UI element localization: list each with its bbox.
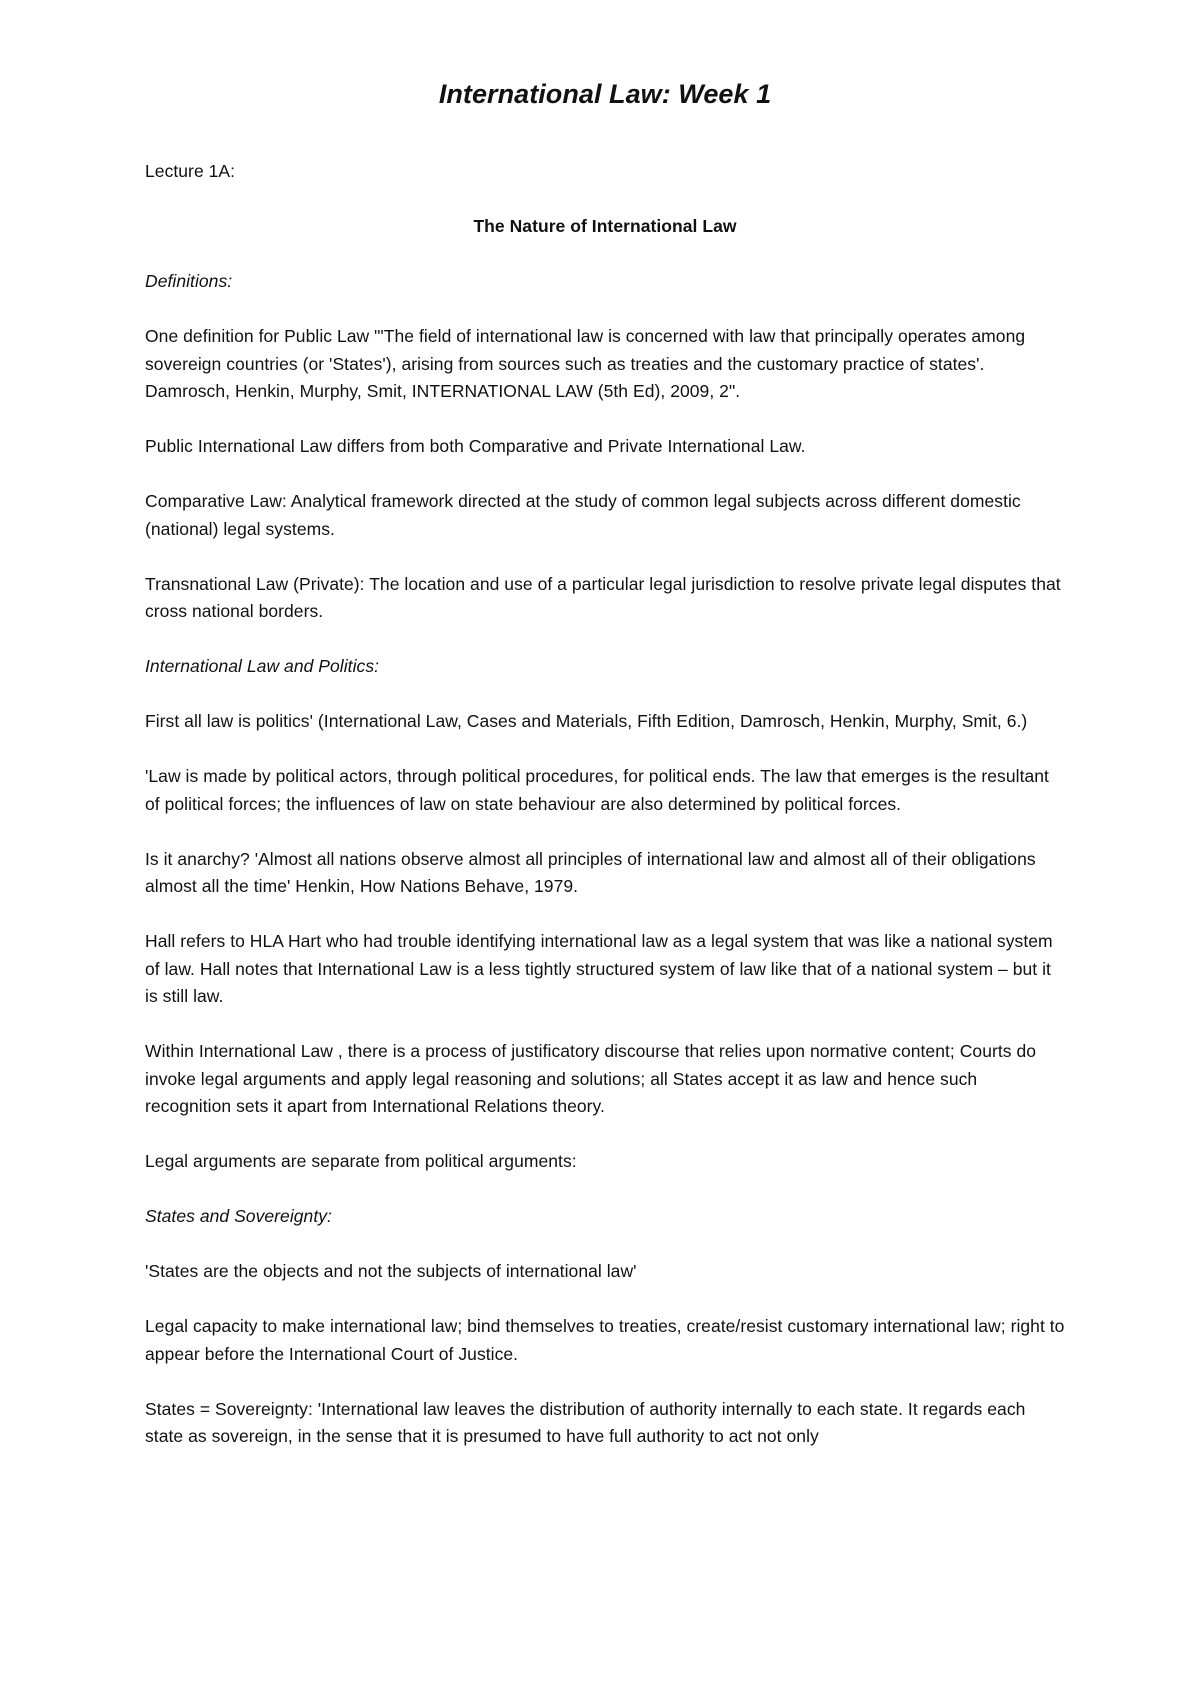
paragraph-states-objects: 'States are the objects and not the subjects of international law' bbox=[145, 1261, 637, 1281]
subheading-definitions: Definitions: bbox=[145, 271, 233, 291]
paragraph-transnational-law: Transnational Law (Private): The location and use of a particular legal jurisdiction to resolve private legal disputes that cross national borders. bbox=[145, 573, 1061, 621]
paragraph-legal-arguments: Legal arguments are separate from political arguments: bbox=[145, 1151, 577, 1171]
paragraph-justificatory-discourse: Within International Law , there is a process of justificatory discourse that relies upon normative content; Courts do invoke legal arguments and apply legal reasoning and solutions; all States accept it as law and hence such recognition sets it apart from International Relations theory. bbox=[145, 1041, 1037, 1116]
paragraph-hla-hart: Hall refers to HLA Hart who had trouble identifying international law as a legal system that was like a national system of law. Hall notes that International Law is a less tightly structured system of law like that of a national system – but it is still law. bbox=[145, 931, 1053, 1006]
document-title: International Law: Week 1 bbox=[438, 79, 772, 109]
paragraph-states-sovereignty: States = Sovereignty: 'International law leaves the distribution of authority internally to each state. It regards each state as sovereign, in the sense that it is presumed to have full authority to act not only bbox=[145, 1398, 1026, 1446]
subheading-law-and-politics: International Law and Politics: bbox=[145, 656, 380, 676]
paragraph-public-law-definition: One definition for Public Law "'The field of international law is concerned with law that principally operates among sovereign countries (or 'States'), arising from sources such as treaties and the customary practice of states'. Damrosch, Henkin, Murphy, Smit, INTERNATIONAL LAW (5th Ed), 2009, 2". bbox=[145, 326, 1026, 401]
document-body bbox=[145, 76, 1065, 1478]
paragraph-law-is-politics: First all law is politics' (International Law, Cases and Materials, Fifth Edition, Damrosch, Henkin, Murphy, Smit, 6.) bbox=[145, 711, 1028, 731]
paragraph-legal-capacity: Legal capacity to make international law; bind themselves to treaties, create/resist customary international law; right to appear before the International Court of Justice. bbox=[145, 1316, 1065, 1364]
paragraph-differs: Public International Law differs from both Comparative and Private International Law. bbox=[145, 436, 806, 456]
paragraph-anarchy: Is it anarchy? 'Almost all nations observe almost all principles of international law and almost all of their obligations almost all the time' Henkin, How Nations Behave, 1979. bbox=[145, 848, 1036, 896]
paragraph-comparative-law: Comparative Law: Analytical framework directed at the study of common legal subjects across different domestic (national) legal systems. bbox=[145, 491, 1021, 539]
paragraph-political-actors: 'Law is made by political actors, through political procedures, for political ends. The law that emerges is the resultant of political forces; the influences of law on state behaviour are also determined by political forces. bbox=[145, 766, 1049, 814]
section-title: The Nature of International Law bbox=[473, 216, 737, 236]
lecture-label: Lecture 1A: bbox=[145, 161, 236, 181]
subheading-states-sovereignty: States and Sovereignty: bbox=[145, 1206, 332, 1226]
